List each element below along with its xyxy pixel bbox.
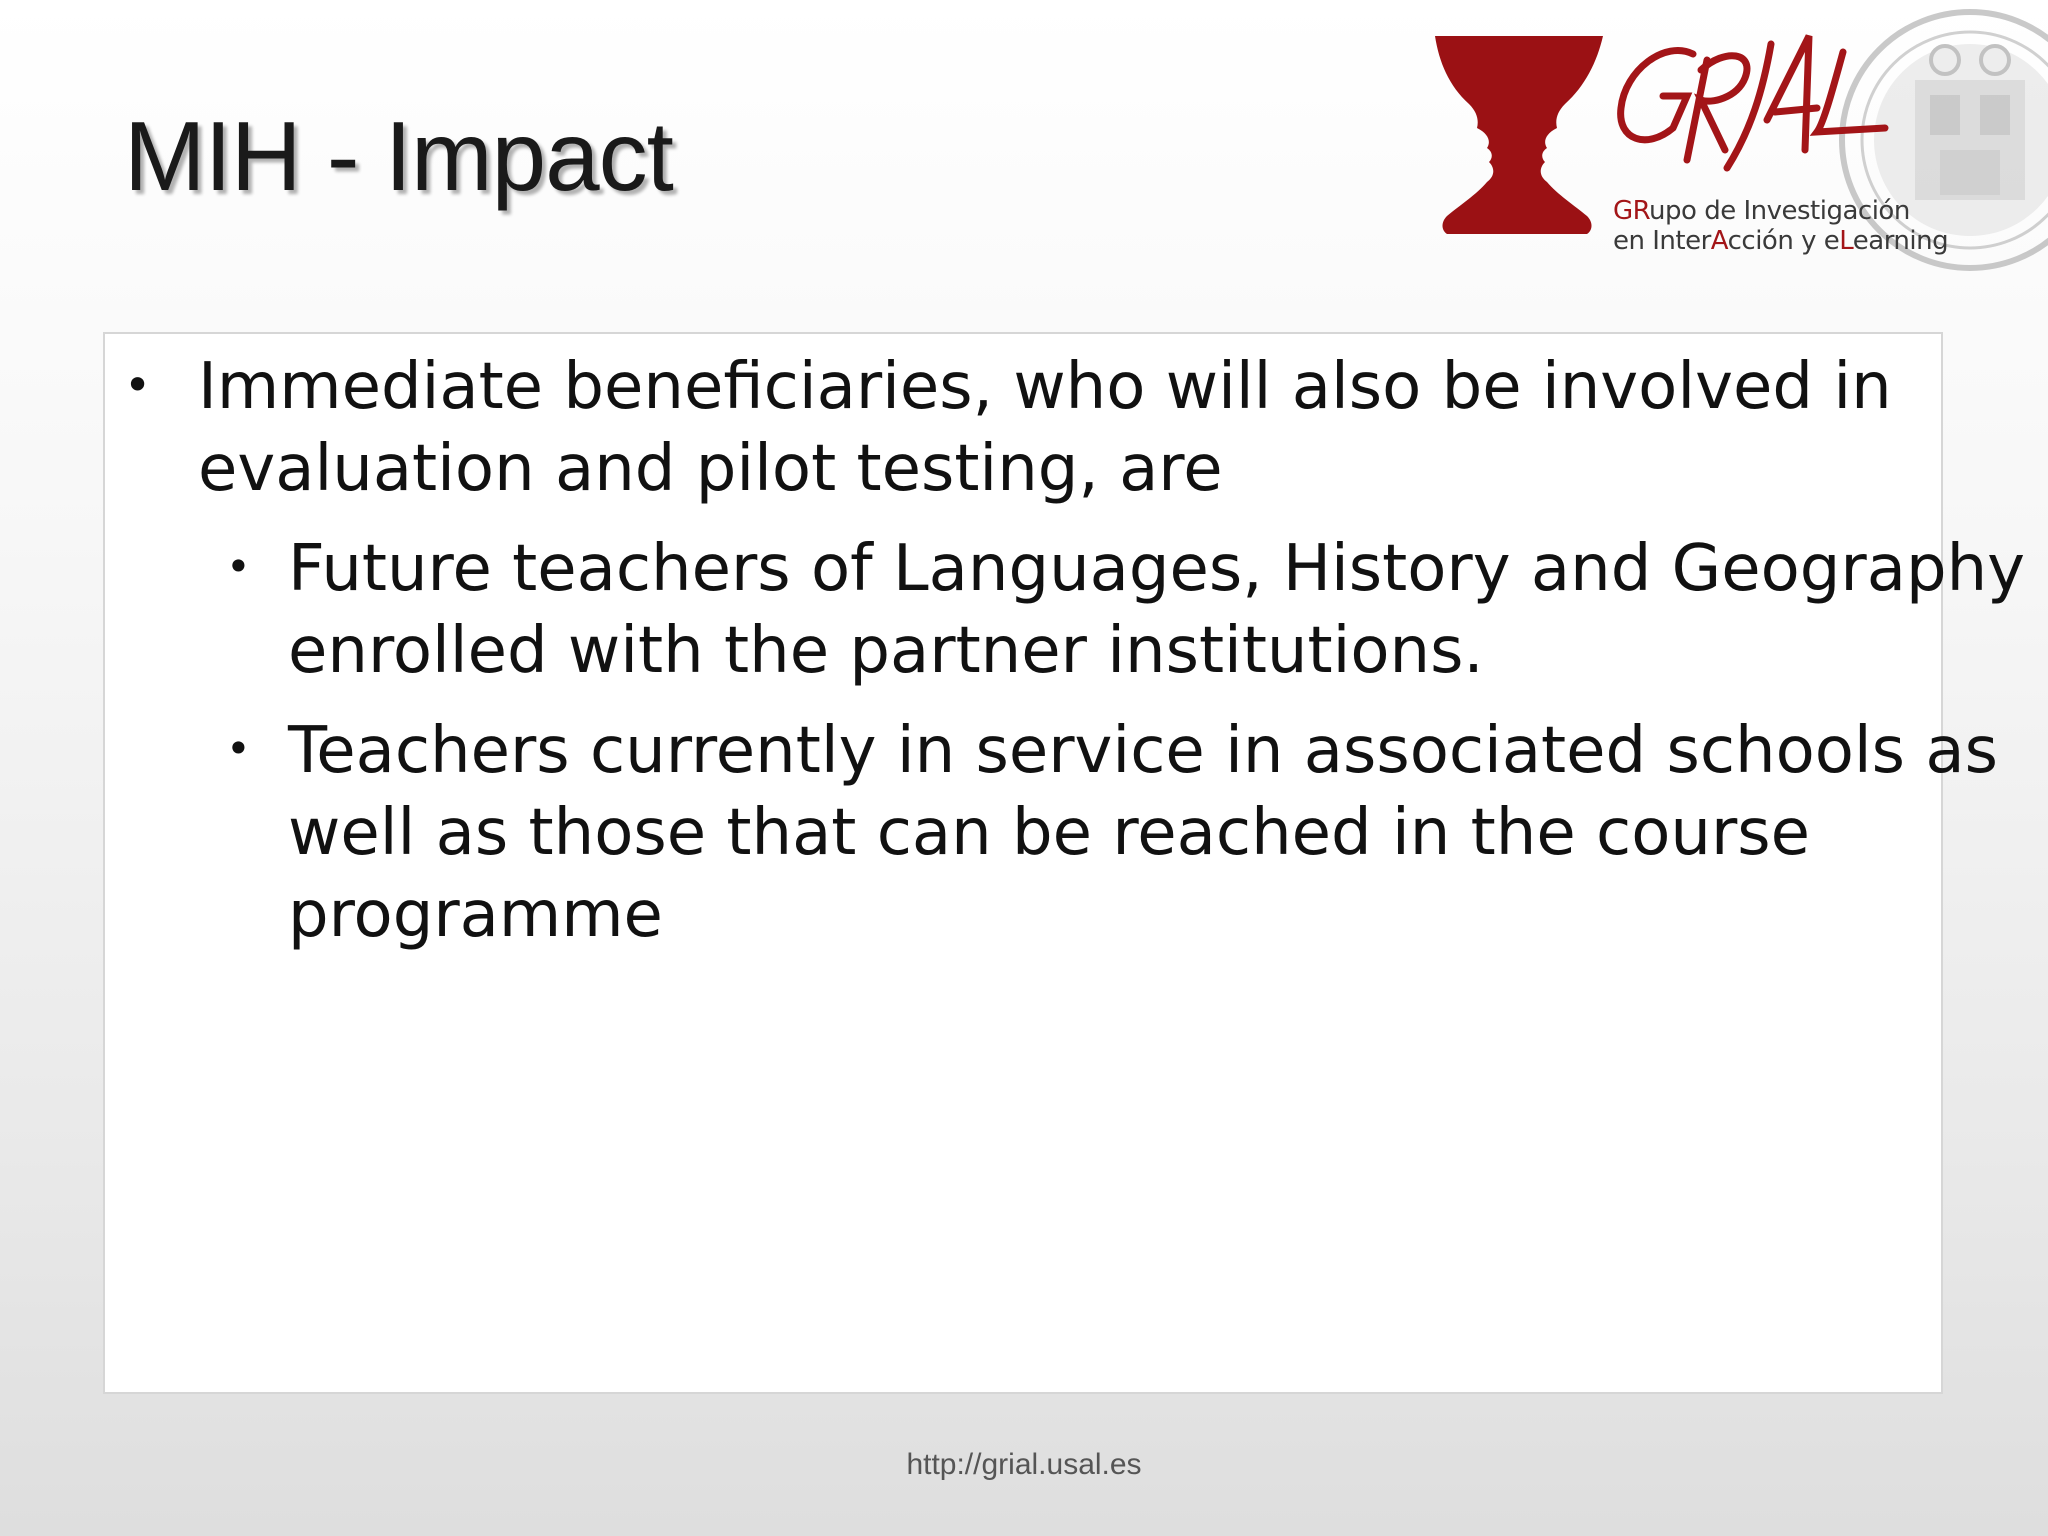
- logo-tagline-b: A: [1710, 226, 1728, 256]
- slide-title: MIH - Impact: [124, 101, 673, 211]
- sub-bullet-dot-icon: •: [226, 542, 251, 591]
- sub-bullet-1: [226, 528, 2025, 692]
- logo-tagline-e: earning: [1852, 226, 1949, 256]
- bullet-text-line: well as those that can be reached in the course: [288, 796, 1810, 870]
- bullet-text-line: Teachers currently in service in associated schools as: [288, 714, 1998, 788]
- logo-tagline-gr: GR: [1613, 196, 1650, 226]
- bullet-text-line: enrolled with the partner institutions.: [288, 614, 1484, 688]
- footer-url[interactable]: http://grial.usal.es: [906, 1448, 1142, 1481]
- logo-tagline-c: cción y e: [1727, 226, 1840, 256]
- logo-tagline-a: en Inter: [1613, 226, 1711, 256]
- bullet-dot-icon: •: [124, 358, 152, 412]
- bullet-text-line: Future teachers of Languages, History and Geography: [288, 532, 2025, 606]
- bullet-text-line: evaluation and pilot testing, are: [198, 432, 1223, 506]
- logo-tagline-line2: [1613, 226, 1948, 256]
- sub-bullet-2: [226, 710, 1998, 956]
- logo-tagline-rest1: upo de Investigación: [1649, 196, 1910, 226]
- logo-tagline-d: L: [1839, 226, 1853, 256]
- bullet-text-line: programme: [288, 878, 663, 952]
- logo-tagline-line1: [1613, 196, 1910, 226]
- bullet-text-line: Immediate beneficiaries, who will also be involved in: [198, 350, 1892, 424]
- bullet-level1: [124, 346, 1892, 510]
- sub-bullet-dot-icon: •: [226, 724, 251, 773]
- vase-faces-icon: [1435, 36, 1603, 234]
